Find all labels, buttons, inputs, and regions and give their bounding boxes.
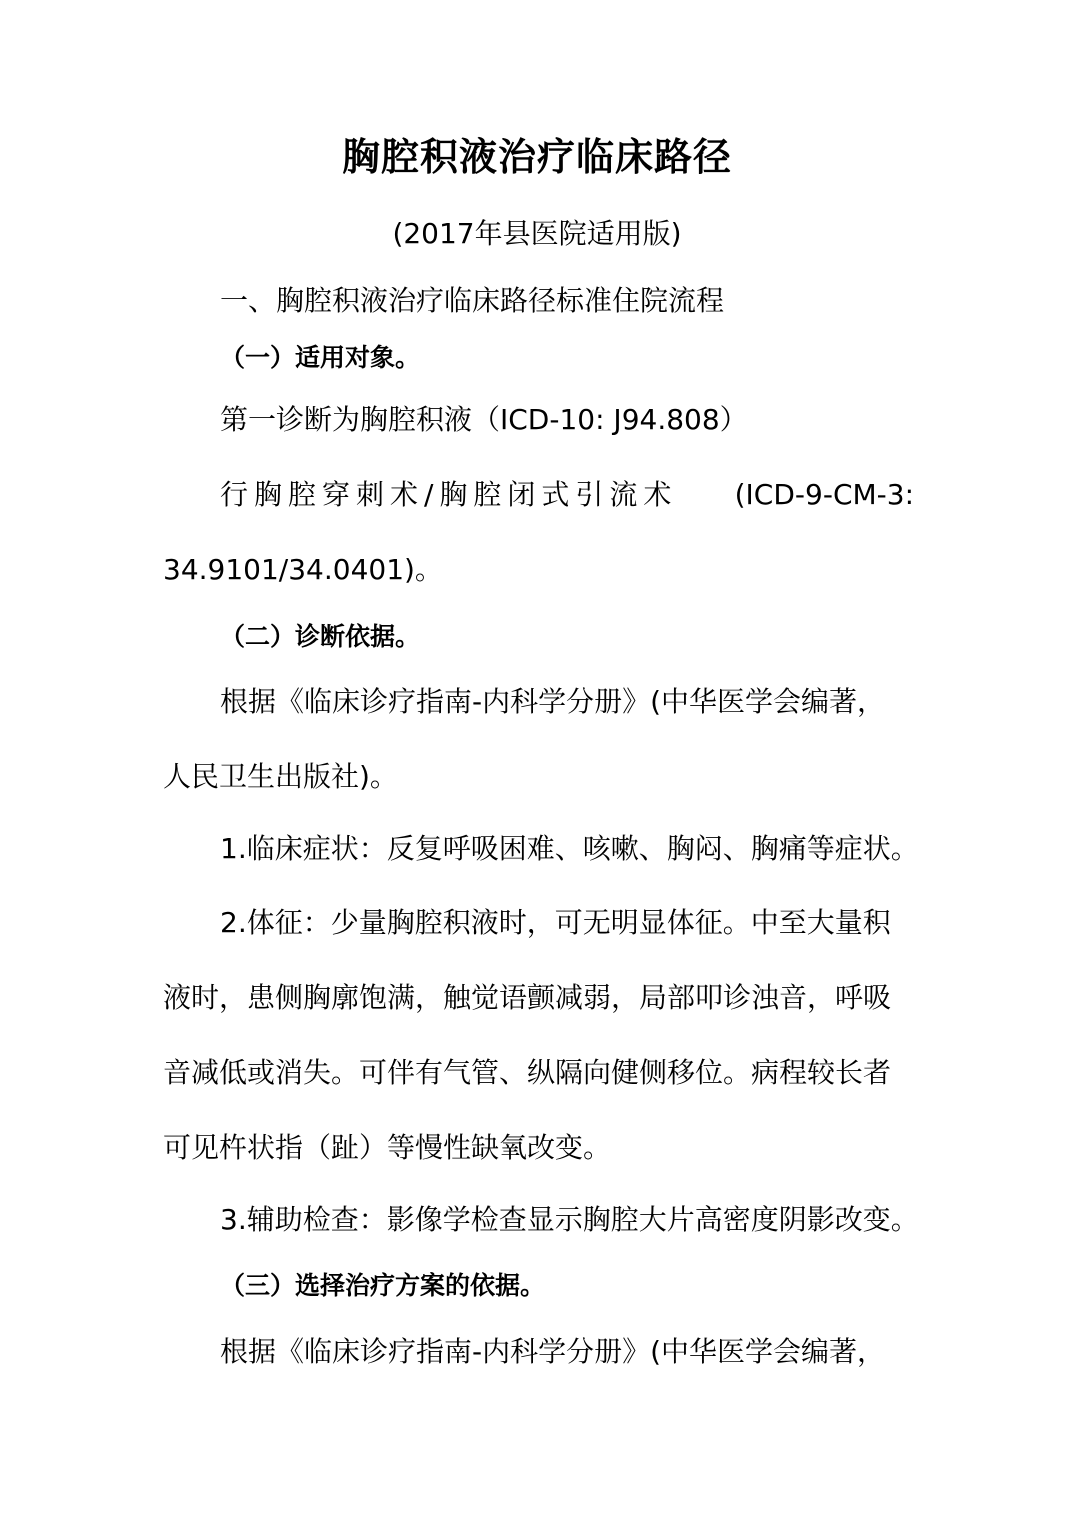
- subsection-heading-3: （三）选择治疗方案的依据。: [220, 1271, 546, 1300]
- document-subtitle: (2017年县医院适用版): [392, 217, 682, 250]
- list-item: 2.体征：少量胸腔积液时，可无明显体征。中至大量积: [220, 906, 891, 939]
- list-item: 1.临床症状：反复呼吸困难、咳嗽、胸闷、胸痛等症状。: [220, 832, 919, 865]
- procedure-code: (ICD-9-CM-3:: [734, 478, 914, 511]
- paragraph-line: 根据《临床诊疗指南-内科学分册》(中华医学会编著，: [220, 1335, 886, 1368]
- list-item: 3.辅助检查：影像学检查显示胸腔大片高密度阴影改变。: [220, 1203, 919, 1236]
- subsection-heading-1: （一）适用对象。: [220, 343, 421, 372]
- subsection-heading-2: （二）诊断依据。: [220, 622, 421, 651]
- paragraph-line: 可见杵状指（趾）等慢性缺氧改变。: [163, 1131, 612, 1164]
- paragraph-line: 34.9101/34.0401)。: [163, 553, 443, 586]
- paragraph-line-justified: [220, 478, 914, 512]
- section-heading: 一、胸腔积液治疗临床路径标准住院流程: [220, 284, 725, 317]
- paragraph-line: 液时，患侧胸廓饱满，触觉语颤减弱，局部叩诊浊音，呼吸: [163, 981, 892, 1014]
- procedure-name: 行胸腔穿刺术/胸腔闭式引流术: [220, 478, 678, 511]
- document-title: 胸腔积液治疗临床路径: [341, 134, 732, 179]
- paragraph-line: 根据《临床诊疗指南-内科学分册》(中华医学会编著，: [220, 685, 886, 718]
- paragraph-line: 音减低或消失。可伴有气管、纵隔向健侧移位。病程较长者: [163, 1056, 892, 1089]
- paragraph-line: 第一诊断为胸腔积液（ICD-10: J94.808）: [220, 403, 748, 436]
- paragraph-line: 人民卫生出版社)。: [163, 760, 398, 793]
